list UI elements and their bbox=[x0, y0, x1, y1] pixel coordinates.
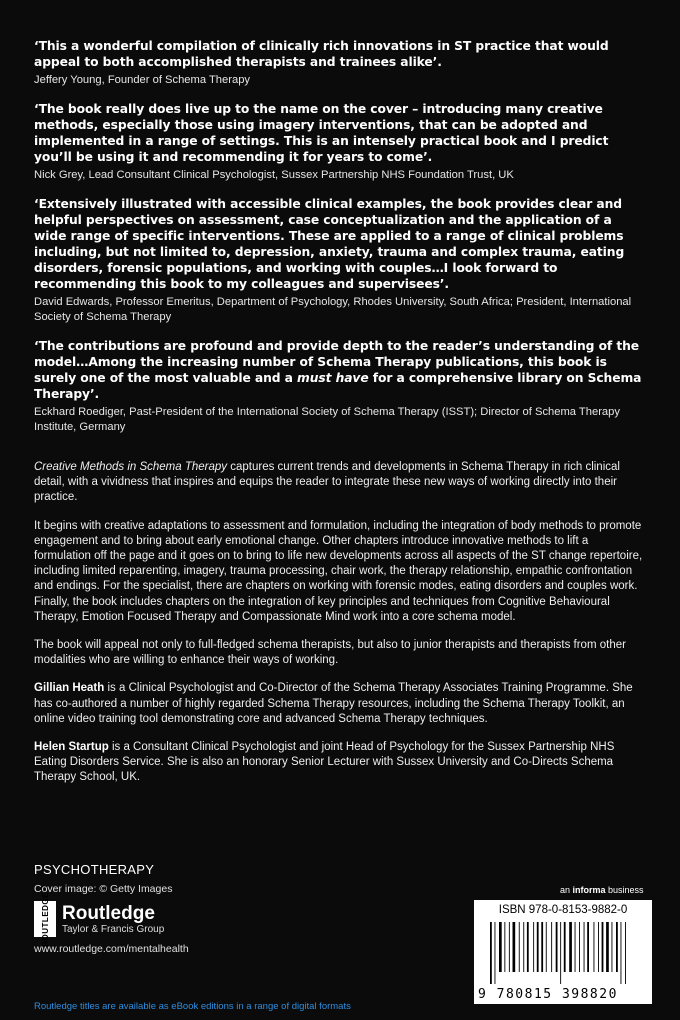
publisher-name: Routledge bbox=[62, 902, 155, 924]
review-2 bbox=[34, 101, 648, 183]
barcode-bar bbox=[587, 922, 589, 972]
barcode-bar bbox=[579, 922, 580, 972]
barcode-bar bbox=[602, 922, 604, 972]
isbn-text: ISBN 978-0-8153-9882-0 bbox=[498, 904, 628, 916]
barcode-bar bbox=[490, 922, 492, 984]
barcode-bar bbox=[598, 922, 599, 972]
author-bio bbox=[34, 681, 648, 727]
description-text: captures current trends and developments in Schema Therapy in rich clinical detail, with a vividness that inspires and equips the reader to integrate these new ways of working directly into their practice. bbox=[34, 461, 620, 504]
description-paragraph: It begins with creative adaptations to assessment and formulation, including the integration of body methods to promote engagement and to bring about early emotional change. Other chapters introduce innovative methods to lift a formulation off the page and it goes on to bring to life new developments across all aspects of the ST change repertoire, including limited reparenting, imagery, trauma processing, chair work, the therapy relationship, empathic confrontation and endings. For the specialist, there are chapters on working with forensic modes, eating disorders and couples work. Finally, the book includes chapters on the integration of key principles and techniques from Cognitive Behavioural Therapy, Emotion Focused Therapy and Compassionate Mind work into a core schema model. bbox=[34, 519, 643, 623]
description-paragraph bbox=[34, 460, 648, 506]
barcode-bar bbox=[551, 922, 552, 972]
barcode-bar bbox=[584, 922, 585, 972]
review-4 bbox=[34, 338, 648, 435]
quote-text: for a comprehensive library on Schema Therapy’. bbox=[34, 371, 642, 401]
barcode-bar bbox=[541, 922, 543, 972]
routledge-icon bbox=[34, 891, 56, 947]
business-brand: informa bbox=[572, 885, 606, 895]
barcode-bar bbox=[537, 922, 539, 972]
barcode-bar bbox=[560, 922, 561, 984]
review-attribution: Jeffery Young, Founder of Schema Therapy bbox=[34, 74, 251, 86]
barcode-bar bbox=[504, 922, 505, 972]
barcode-bar bbox=[612, 922, 613, 972]
quote-text: ‘The contributions are profound and provide depth to the reader’s understanding of the model…Among the increasing number of Schema Therapy publications, this book is surely one of the most valuable and a bbox=[34, 339, 640, 385]
footer-right bbox=[474, 885, 652, 1004]
ebook-note: Routledge titles are available as eBook editions in a range of digital formats bbox=[34, 1001, 351, 1012]
review-quote bbox=[34, 338, 648, 402]
review-quote: ‘Extensively illustrated with accessible clinical examples, the book provides clear and helpful perspectives on assessment, case conceptualization and the application of a wide range of specific interventions. These are applied to a range of clinical problems including, but not limited to, depression, anxiety, trauma and complex trauma, eating disorders, forensic populations, and working with couples…I look forward to recommending this book to my colleagues and supervisees’. bbox=[34, 197, 625, 291]
review-3 bbox=[34, 196, 648, 325]
review-attribution: David Edwards, Professor Emeritus, Department of Psychology, Rhodes University, South Africa; President, International Society of Schema Therapy bbox=[34, 296, 632, 323]
business-prefix: an bbox=[560, 885, 573, 895]
barcode-bar bbox=[546, 922, 547, 972]
business-suffix: business bbox=[605, 885, 644, 895]
barcode-bar bbox=[625, 922, 626, 984]
barcode-bar bbox=[499, 922, 502, 972]
barcode-digits: 9 780815 398820 bbox=[478, 987, 618, 1002]
barcode-bar bbox=[519, 922, 520, 972]
barcode-bar bbox=[569, 922, 572, 972]
back-cover-text bbox=[34, 38, 648, 799]
barcode-bar bbox=[606, 922, 609, 972]
barcode-bar bbox=[513, 922, 516, 972]
informa-business bbox=[560, 885, 652, 895]
author-bio bbox=[34, 740, 648, 786]
review-attribution: Nick Grey, Lead Consultant Clinical Psychologist, Sussex Partnership NHS Foundation Trust, UK bbox=[34, 169, 514, 181]
barcode-bar bbox=[564, 922, 566, 972]
footer-left bbox=[34, 862, 334, 955]
barcode-bar bbox=[594, 922, 595, 972]
description-paragraph: The book will appeal not only to full-fledged schema therapists, but also to junior therapists and therapists from other modalities who are willing to enhance their ways of working. bbox=[34, 639, 626, 667]
barcode-icon bbox=[490, 922, 640, 984]
author-bio-text: is a Consultant Clinical Psychologist and joint Head of Psychology for the Sussex Partnership NHS Eating Disorders Service. She is also an honorary Senior Lecturer with Sussex University and Co-Directs Schema Therapy School, UK. bbox=[34, 741, 615, 784]
review-attribution: Eckhard Roediger, Past-President of the International Society of Schema Therapy (ISST); Director of Schema Therapy Institute, Germany bbox=[34, 406, 620, 433]
author-name: Helen Startup bbox=[34, 741, 109, 754]
book-title: Creative Methods in Schema Therapy bbox=[34, 461, 228, 473]
barcode-bar bbox=[523, 922, 524, 972]
review-1 bbox=[34, 38, 648, 88]
author-bio-text: is a Clinical Psychologist and Co-Director of the Schema Therapy Associates Training Programme. She has co-authored a number of highly regarded Schema Therapy resources, including the Schema Therapy Toolkit, an online video training tool demonstrating core and advanced Schema Therapy techniques. bbox=[34, 682, 633, 725]
quote-emphasis: must have bbox=[297, 371, 369, 385]
publisher-logo-text: ROUTLEDGE bbox=[40, 891, 50, 947]
review-quote: ‘The book really does live up to the name on the cover – introducing many creative methods, especially those using imagery interventions, that can be adopted and implemented in a range of settings. This is an intensely practical book and I predict you’ll be using it and recommending it for years to come’. bbox=[34, 102, 609, 164]
publisher-website: www.routledge.com/mentalhealth bbox=[34, 943, 189, 955]
publisher-wordmark bbox=[62, 904, 164, 935]
barcode-bar bbox=[575, 922, 576, 972]
barcode-bar bbox=[621, 922, 622, 984]
barcode-bar bbox=[616, 922, 618, 972]
review-quote: ‘This a wonderful compilation of clinically rich innovations in ST practice that would appeal to both accomplished therapists and trainees alike’. bbox=[34, 39, 609, 69]
barcode-bar bbox=[495, 922, 496, 984]
author-name: Gillian Heath bbox=[34, 682, 105, 695]
cover-credit: Cover image: © Getty Images bbox=[34, 883, 173, 895]
subject-category: PSYCHOTHERAPY bbox=[34, 862, 155, 877]
barcode bbox=[474, 900, 652, 1004]
barcode-bar bbox=[527, 922, 529, 972]
barcode-bar bbox=[556, 922, 558, 972]
publisher-subtitle: Taylor & Francis Group bbox=[62, 923, 165, 935]
publisher-logo bbox=[34, 891, 334, 947]
barcode-bar bbox=[509, 922, 510, 972]
barcode-bar bbox=[533, 922, 534, 972]
